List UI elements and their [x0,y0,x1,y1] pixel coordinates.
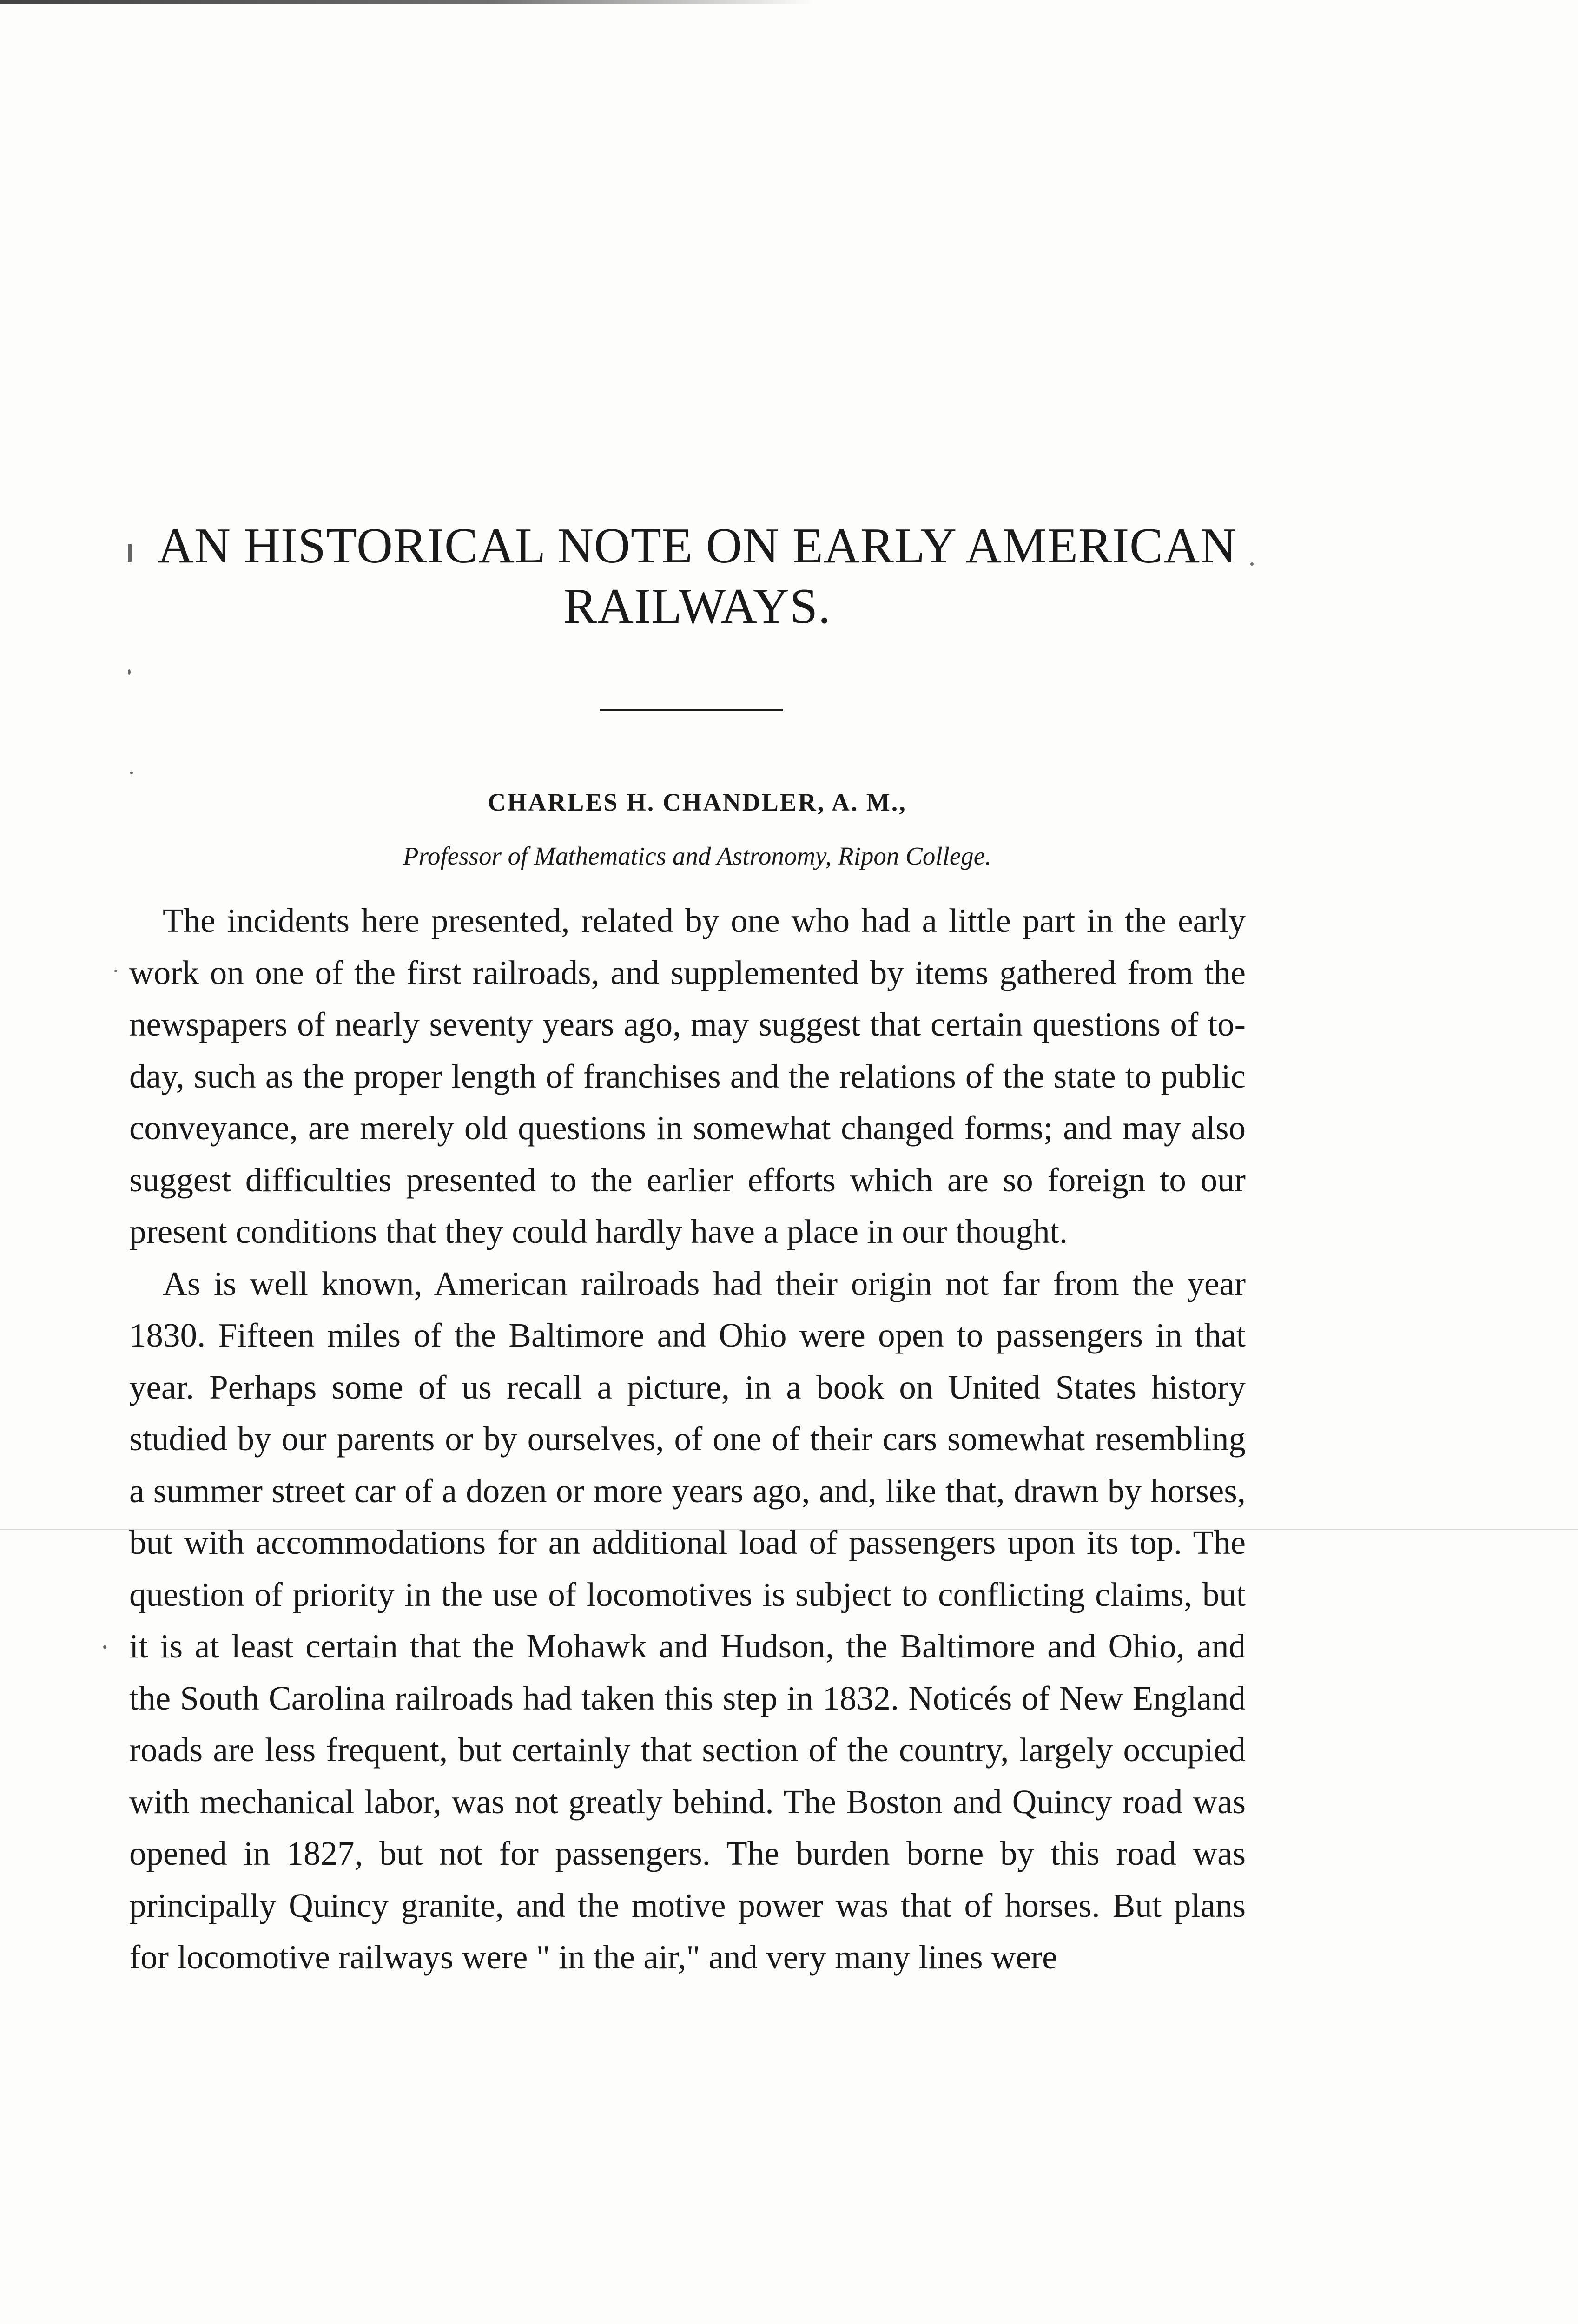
article-body [129,895,1246,1983]
scan-fold-line [0,1529,1578,1530]
scan-speck [128,669,131,675]
paragraph-2: As is well known, American railroads had their origin not far from the year 1830. Fifteen miles of the Baltimore and Ohio were open to passengers in that year. Perhaps some of us recall a picture, in a book on United States history studied by our parents or by ourselves, of one of their cars somewhat resembling a summer street car of a dozen or more years ago, and, like that, drawn by horses, but with accommodations for an additional load of passengers upon its top. The question of priority in the use of locomotives is subject to conflicting claims, but it is at least certain that the Mohawk and Hudson, the Baltimore and Ohio, and the South Carolina railroads had taken this step in 1832. Noticés of New England roads are less frequent, but certainly that section of the country, largely occupied with mechanical labor, was not greatly behind. The Boston and Quincy road was opened in 1827, but not for passengers. The burden borne by this road was principally Quincy granite, and the motive power was that of horses. But plans for locomotive railways were " in the air," and very many lines were [129,1264,1246,1976]
scan-speck [130,772,133,774]
scan-speck [1250,562,1254,566]
author-affiliation: Professor of Mathematics and Astronomy, Ripon College. [403,842,991,870]
scan-top-edge [0,0,813,4]
scan-speck [128,544,132,562]
paragraph-1: The incidents here presented, related by one who had a little part in the early work on one of the first railroads, and supplemented by items gathered from the newspapers of nearly seventy years ago, may suggest that certain questions of to-day, such as the proper length of franchises and the relations of the state to public conveyance, are merely old questions in somewhat changed forms; and may also suggest difficulties presented to the earlier efforts which are so foreign to our present conditions that they could hardly have a place in our thought. [129,902,1246,1250]
scan-speck [103,1645,106,1649]
title-rule [600,709,783,711]
scan-speck [114,970,117,972]
title-line-2: RAILWAYS. [563,579,832,634]
author-name: CHARLES H. CHANDLER, A. M., [488,788,907,816]
title-line-1: AN HISTORICAL NOTE ON EARLY AMERICAN [157,518,1237,574]
article-title [139,516,1255,637]
